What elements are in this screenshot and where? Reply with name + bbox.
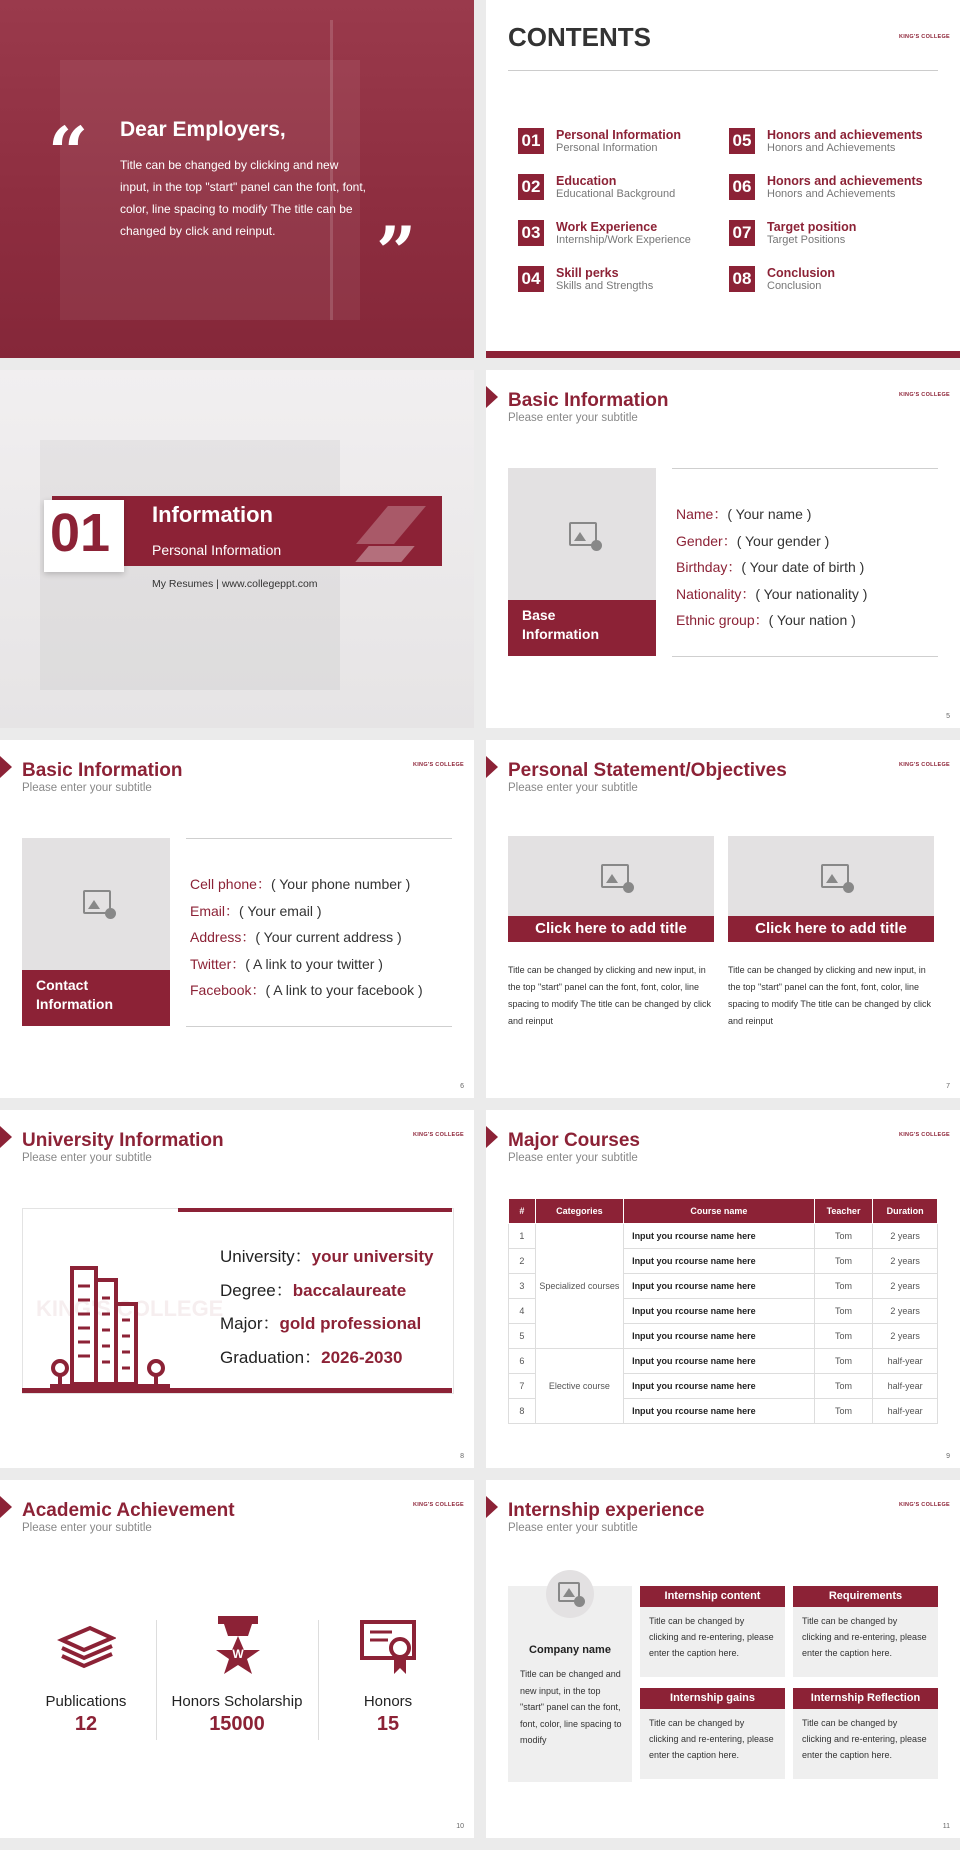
close-quote-icon: ”: [376, 211, 417, 294]
slide-personal-statement[interactable]: [486, 740, 960, 1098]
teacher-cell: Tom: [814, 1324, 873, 1349]
slide-subtitle: Please enter your subtitle: [508, 412, 638, 424]
info-value[interactable]: ( A link to your twitter ): [245, 955, 383, 972]
toc-item-subtitle: Target Positions: [767, 234, 846, 246]
page-number: 5: [946, 713, 950, 720]
divider: [508, 70, 938, 71]
contents-title: CONTENTS: [508, 22, 651, 52]
page-number: 7: [946, 1083, 950, 1090]
info-label: Name：: [676, 506, 728, 522]
title-marker: [486, 756, 498, 778]
svg-text:W: W: [232, 1647, 244, 1661]
slide-subtitle: Please enter your subtitle: [22, 782, 152, 794]
info-value[interactable]: ( Your nationality ): [755, 585, 868, 602]
certificate-icon: [360, 1618, 418, 1676]
image-placeholder-icon: [83, 890, 111, 914]
slide-university-information[interactable]: [0, 1110, 474, 1468]
section-footer: My Resumes | www.collegeppt.com: [152, 578, 318, 590]
section-subtitle: Personal Information: [152, 542, 282, 558]
slide-basic-information[interactable]: [486, 370, 960, 728]
slide-subtitle: Please enter your subtitle: [22, 1522, 152, 1534]
university-row: [220, 1309, 421, 1334]
university-label: Graduation：: [220, 1347, 322, 1367]
info-label: Cell phone：: [190, 876, 271, 892]
university-row: [220, 1343, 402, 1368]
table-header-cell: Duration: [873, 1199, 938, 1224]
achievement-label: Publications: [45, 1693, 127, 1710]
page-number: 11: [942, 1823, 950, 1830]
toc-item-title[interactable]: Education: [556, 174, 617, 188]
internship-box-title[interactable]: Internship Reflection: [793, 1688, 938, 1709]
slide-internship-experience[interactable]: [486, 1480, 960, 1838]
teacher-cell: Tom: [814, 1224, 873, 1249]
achievement-label: Honors Scholarship: [171, 1693, 303, 1710]
toc-number: 03: [518, 220, 544, 246]
university-value[interactable]: baccalaureate: [292, 1280, 407, 1300]
toc-item-subtitle: Educational Background: [556, 188, 676, 200]
slide-section-information[interactable]: [0, 370, 474, 728]
card-title-button[interactable]: Click here to add title: [728, 916, 934, 942]
toc-item-title[interactable]: Honors and achievements: [767, 128, 923, 142]
college-logo: KING'S COLLEGE: [898, 1502, 950, 1508]
college-logo: KING'S COLLEGE: [898, 762, 950, 768]
course-name[interactable]: Input you rcourse name here: [624, 1274, 815, 1299]
info-row: [676, 557, 864, 577]
toc-item-title[interactable]: Honors and achievements: [767, 174, 923, 188]
info-value[interactable]: ( Your current address ): [255, 929, 402, 945]
table-row: [509, 1224, 938, 1249]
bottom-bar: [486, 351, 960, 358]
teacher-cell: Tom: [814, 1274, 873, 1299]
info-row: [676, 504, 811, 524]
achievement-value: 12: [74, 1713, 98, 1735]
row-number: 1: [509, 1224, 536, 1249]
toc-number: 07: [729, 220, 755, 246]
teacher-cell: Tom: [814, 1249, 873, 1274]
building-icon: [50, 1258, 170, 1390]
image-placeholder-icon: [569, 522, 597, 546]
table-header: [509, 1199, 938, 1224]
info-row: [190, 901, 322, 921]
duration-cell: 2 years: [873, 1249, 938, 1274]
slide-title: Dear Employers,: [120, 118, 286, 141]
college-logo: KING'S COLLEGE: [898, 1132, 950, 1138]
toc-item-subtitle: Conclusion: [767, 280, 822, 292]
university-label: Major：: [220, 1314, 280, 1333]
table-header-cell: Categories: [535, 1199, 623, 1224]
slide-major-courses[interactable]: [486, 1110, 960, 1468]
row-number: 7: [509, 1374, 536, 1399]
university-value[interactable]: 2026-2030: [321, 1347, 403, 1367]
internship-box-body: Title can be changed by clicking and re-entering, please enter the caption here.: [793, 1709, 938, 1779]
info-row: [676, 531, 829, 551]
toc-item-subtitle: Personal Information: [556, 142, 658, 154]
info-row: [676, 610, 856, 630]
college-logo: KING'S COLLEGE: [898, 392, 950, 398]
course-name[interactable]: Input you rcourse name here: [624, 1349, 815, 1374]
info-label: Gender：: [676, 532, 737, 549]
college-logo: KING'S COLLEGE: [412, 762, 464, 768]
divider-bottom: [186, 1026, 452, 1027]
info-label: Ethnic group：: [676, 612, 769, 628]
toc-item-title[interactable]: Skill perks: [556, 266, 619, 280]
info-row: [190, 980, 423, 1000]
internship-box-title[interactable]: Internship gains: [640, 1688, 785, 1709]
toc-item-subtitle: Honors and Achievements: [767, 188, 896, 200]
table-row: [509, 1349, 938, 1374]
row-number: 2: [509, 1249, 536, 1274]
course-name[interactable]: Input you rcourse name here: [624, 1374, 815, 1399]
card-title-button[interactable]: Click here to add title: [508, 916, 714, 942]
info-value[interactable]: ( Your email ): [239, 902, 322, 919]
toc-item-title[interactable]: Work Experience: [556, 220, 658, 234]
card-top-bar: [178, 1208, 452, 1212]
divider-top: [672, 468, 938, 469]
slide-title: Personal Statement/Objectives: [508, 760, 787, 781]
slide-academic-achievement[interactable]: [0, 1480, 474, 1838]
duration-cell: 2 years: [873, 1224, 938, 1249]
toc-item-subtitle: Skills and Strengths: [556, 280, 654, 292]
college-logo: KING'S COLLEGE: [412, 1502, 464, 1508]
toc-number: 04: [518, 266, 544, 292]
slide-title: Internship experience: [508, 1500, 705, 1521]
internship-box-body: Title can be changed by clicking and re-entering, please enter the caption here.: [793, 1607, 938, 1677]
toc-number: 02: [518, 174, 544, 200]
slide-dear-employers[interactable]: [0, 0, 474, 358]
category-cell: Elective course: [535, 1349, 623, 1424]
slide-title: Academic Achievement: [22, 1500, 235, 1521]
teacher-cell: Tom: [814, 1374, 873, 1399]
info-row: [676, 584, 867, 604]
card-body: Title can be changed by clicking and new input, in the top "start" panel can the font, font, color, line spacing to modify The title can be changed by click and reinput: [508, 965, 711, 1026]
slide-title: Major Courses: [508, 1130, 640, 1151]
university-label: Degree：: [220, 1280, 293, 1300]
slide-subtitle: Please enter your subtitle: [22, 1152, 152, 1164]
info-label: Nationality：: [676, 585, 756, 602]
title-marker: [486, 386, 498, 408]
info-label: Twitter：: [190, 955, 246, 972]
info-label: Birthday：: [676, 559, 742, 575]
info-value[interactable]: ( Your gender ): [736, 532, 830, 549]
open-quote-icon: “: [48, 111, 89, 194]
toc-number: 05: [729, 128, 755, 154]
toc-item-title[interactable]: Conclusion: [767, 266, 836, 280]
image-placeholder-icon: [601, 864, 629, 888]
info-value[interactable]: ( Your date of birth ): [741, 559, 865, 575]
medal-icon: [212, 1614, 264, 1676]
toc-item-subtitle: Internship/Work Experience: [556, 234, 691, 246]
photo-label: Base Information: [522, 607, 599, 642]
course-name[interactable]: Input you rcourse name here: [624, 1224, 815, 1249]
college-logo: KING'S COLLEGE: [898, 34, 950, 40]
info-row: [190, 927, 402, 947]
row-number: 8: [509, 1399, 536, 1424]
toc-number: 08: [729, 266, 755, 292]
row-number: 4: [509, 1299, 536, 1324]
toc-item-title[interactable]: Personal Information: [556, 128, 682, 142]
image-placeholder-icon: [821, 864, 849, 888]
duration-cell: 2 years: [873, 1274, 938, 1299]
slide-contact-information[interactable]: [0, 740, 474, 1098]
divider-top: [186, 838, 452, 839]
university-value[interactable]: gold professional: [279, 1314, 422, 1333]
internship-box-body: Title can be changed by clicking and re-entering, please enter the caption here.: [640, 1709, 785, 1779]
title-marker: [0, 1126, 12, 1148]
achievement-value: 15: [376, 1713, 400, 1735]
courses-table: [508, 1198, 938, 1424]
toc-item-subtitle: Honors and Achievements: [767, 142, 896, 154]
page-number: 10: [456, 1823, 464, 1830]
teacher-cell: Tom: [814, 1399, 873, 1424]
info-label: Facebook：: [190, 982, 266, 998]
row-number: 5: [509, 1324, 536, 1349]
slide-subtitle: Please enter your subtitle: [508, 1152, 638, 1164]
toc-number: 01: [518, 128, 544, 154]
row-number: 6: [509, 1349, 536, 1374]
course-name[interactable]: Input you rcourse name here: [624, 1399, 815, 1424]
university-row: [220, 1276, 406, 1301]
books-icon: [56, 1622, 116, 1670]
university-value[interactable]: your university: [311, 1247, 434, 1266]
slide-title: Basic Information: [508, 390, 669, 411]
slide-title: University Information: [22, 1130, 224, 1151]
card-body: Title can be changed by clicking and new input, in the top "start" panel can the font, font, color, line spacing to modify The title can be changed by click and reinput: [728, 965, 931, 1026]
university-label: University：: [220, 1247, 312, 1266]
title-marker: [0, 1496, 12, 1518]
image-placeholder-icon: [558, 1582, 580, 1602]
internship-box-title[interactable]: Internship content: [640, 1586, 785, 1607]
info-label: Email：: [190, 902, 240, 919]
slide-subtitle: Please enter your subtitle: [508, 1522, 638, 1534]
duration-cell: 2 years: [873, 1299, 938, 1324]
section-number: 01: [50, 503, 111, 563]
duration-cell: half-year: [873, 1349, 938, 1374]
duration-cell: 2 years: [873, 1324, 938, 1349]
page-number: 8: [460, 1453, 464, 1460]
page-number: 6: [460, 1083, 464, 1090]
table-header-cell: Teacher: [814, 1199, 873, 1224]
slide-body: Title can be changed by clicking and new input, in the top "start" panel can the font, font, color, line spacing to modify The title can be changed by click and reinput.: [120, 158, 367, 238]
title-marker: [486, 1126, 498, 1148]
info-row: [190, 874, 410, 894]
info-value[interactable]: ( A link to your facebook ): [265, 982, 423, 998]
college-logo: KING'S COLLEGE: [412, 1132, 464, 1138]
title-marker: [0, 756, 12, 778]
photo-label: Contact Information: [36, 977, 113, 1012]
row-number: 3: [509, 1274, 536, 1299]
achievement-label: Honors: [363, 1693, 413, 1710]
info-value[interactable]: ( Your phone number ): [270, 876, 411, 892]
info-label: Address：: [190, 929, 256, 945]
course-name[interactable]: Input you rcourse name here: [624, 1249, 815, 1274]
internship-box-body: Title can be changed by clicking and re-entering, please enter the caption here.: [640, 1607, 785, 1677]
toc-number: 06: [729, 174, 755, 200]
slide-title: Basic Information: [22, 760, 183, 781]
title-marker: [486, 1496, 498, 1518]
table-header-cell: Course name: [624, 1199, 815, 1224]
course-name[interactable]: Input you rcourse name here: [624, 1324, 815, 1349]
info-row: [190, 954, 383, 974]
toc-item-title[interactable]: Target position: [767, 220, 857, 234]
course-name[interactable]: Input you rcourse name here: [624, 1299, 815, 1324]
slide-subtitle: Please enter your subtitle: [508, 782, 638, 794]
teacher-cell: Tom: [814, 1349, 873, 1374]
teacher-cell: Tom: [814, 1299, 873, 1324]
divider-bottom: [672, 656, 938, 657]
university-row: [220, 1242, 434, 1267]
info-value[interactable]: ( Your name ): [727, 506, 812, 522]
achievement-value: 15000: [209, 1713, 265, 1735]
company-description: Title can be changed and new input, in the top "start" panel can the font, font, color, line spacing to modify: [520, 1669, 622, 1745]
duration-cell: half-year: [873, 1374, 938, 1399]
duration-cell: half-year: [873, 1399, 938, 1424]
page-number: 9: [946, 1453, 950, 1460]
category-cell: Specialized courses: [535, 1224, 623, 1349]
table-header-cell: #: [509, 1199, 536, 1224]
section-title: Information: [152, 502, 273, 527]
slide-contents[interactable]: [486, 0, 960, 358]
company-name: Company name: [529, 1644, 611, 1656]
info-value[interactable]: ( Your nation ): [768, 612, 856, 628]
watermark: KING'S COLLEGE: [36, 1296, 224, 1321]
internship-box-title[interactable]: Requirements: [793, 1586, 938, 1607]
